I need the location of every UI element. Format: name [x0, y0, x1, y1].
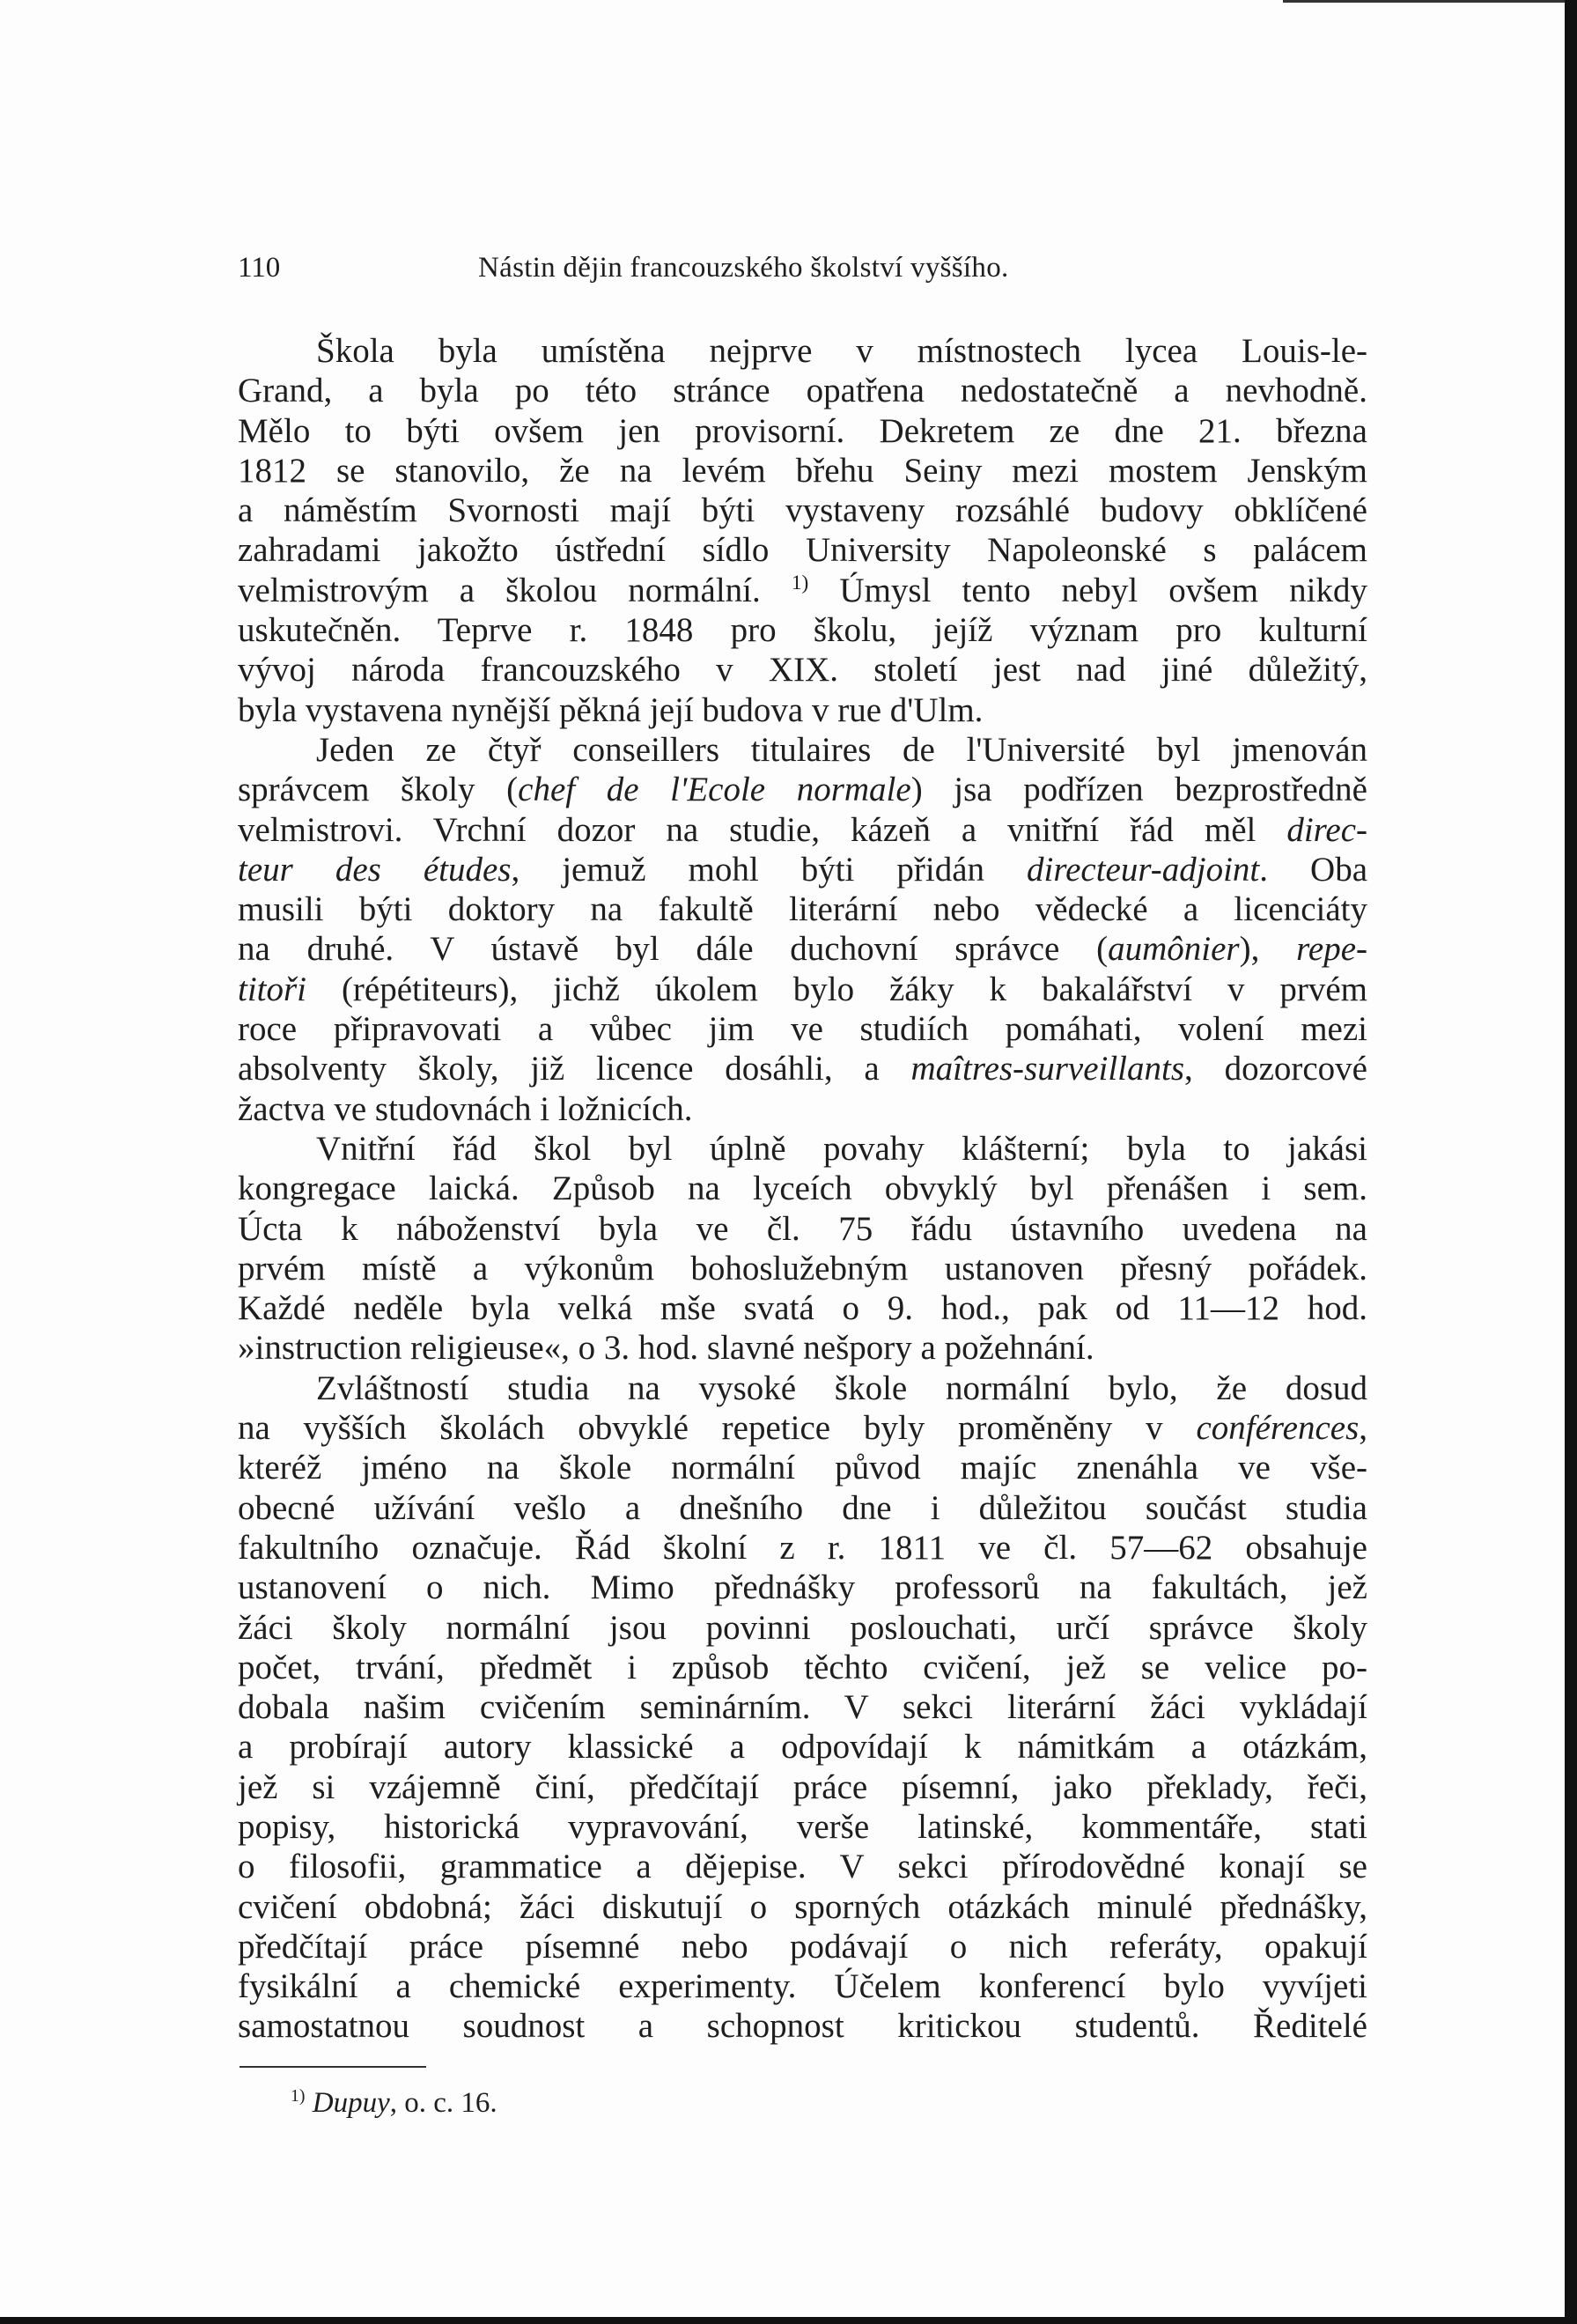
- text-line: [238, 491, 1367, 530]
- text-run: , jemuž mohl býti přidán: [511, 850, 1028, 889]
- text-run: absolventy školy, již licence dosáhli, a: [238, 1050, 911, 1088]
- paragraph: [238, 1129, 1367, 1369]
- italic-text-run: chef de l'Ecole normale: [518, 771, 911, 809]
- text-line: [238, 850, 1367, 889]
- text-run: ),: [1239, 930, 1297, 969]
- text-line: [238, 371, 1367, 410]
- text-line: [238, 690, 1367, 730]
- text-line: [238, 970, 1367, 1009]
- text-line: [238, 530, 1367, 570]
- text-run: musili býti doktory na fakultě literární nebo vědecké a licenciáty: [238, 890, 1367, 929]
- text-run: fysikální a chemické experimenty. Účelem konferencí bylo vyvíjeti: [238, 1967, 1367, 2006]
- paragraph: [238, 331, 1367, 730]
- page-header: [238, 252, 1367, 291]
- text-run: jež si vzájemně činí, předčítají práce písemní, jako překlady, řeči,: [238, 1767, 1367, 1806]
- text-run: ustanovení o nich. Mimo přednášky professorů na fakultách, jež: [238, 1568, 1367, 1607]
- text-run: velmistrovým a školou normální.: [238, 571, 792, 609]
- footnote-reference-marker: 1): [791, 571, 809, 594]
- text-run: zahradami jakožto ústřední sídlo University Napoleonské s palácem: [238, 531, 1367, 570]
- footnote-marker: 1): [291, 2086, 306, 2106]
- text-run: uskutečněn. Teprve r. 1848 pro školu, jejíž význam pro kulturní: [238, 611, 1367, 650]
- text-run: velmistrovi. Vrchní dozor na studie, kázeň a vnitřní řád měl: [238, 810, 1287, 849]
- text-run: kteréž jméno na škole normální původ majíc znenáhla ve vše-: [238, 1449, 1367, 1487]
- italic-text-run: directeur-adjoint: [1027, 850, 1260, 889]
- text-line: [238, 730, 1367, 770]
- text-line: [238, 1966, 1367, 2006]
- text-run: Úmysl tento nebyl ovšem nikdy: [808, 571, 1367, 609]
- text-line: [238, 610, 1367, 650]
- footnote: [291, 2087, 497, 2120]
- footnote-author: Dupuy: [312, 2087, 390, 2119]
- text-run: na druhé. V ústavě byl dále duchovní správce (: [238, 930, 1109, 969]
- text-run: a náměstím Svornosti mají býti vystaveny rozsáhlé budovy obklíčené: [238, 491, 1367, 530]
- text-run: prvém místě a výkonům bohoslužebným ustanoven přesný pořádek.: [238, 1249, 1367, 1287]
- text-line: [238, 1887, 1367, 1927]
- text-run: kongregace laická. Způsob na lyceích obvyklý byl přenášen i sem.: [238, 1169, 1367, 1208]
- paragraph: [238, 730, 1367, 1129]
- paragraph: [238, 1369, 1367, 2047]
- text-line: [238, 571, 1367, 610]
- scan-edge-bottom: [0, 2317, 1577, 2324]
- running-title: Nástin dějin francouzského školství vyššího.: [478, 252, 1009, 284]
- text-line: [238, 1488, 1367, 1528]
- text-line: [238, 451, 1367, 491]
- body-text: [238, 331, 1367, 2047]
- text-run: »instruction religieuse«, o 3. hod. slavné nešpory a požehnání.: [238, 1329, 1094, 1368]
- text-line: [238, 1049, 1367, 1088]
- italic-text-run: maîtres-surveillants: [910, 1050, 1185, 1088]
- text-run: obecné užívání vešlo a dnešního dne i důležitou součást studia: [238, 1488, 1367, 1527]
- text-line: [238, 1169, 1367, 1208]
- text-line: [238, 1767, 1367, 1807]
- italic-text-run: aumônier: [1108, 930, 1240, 969]
- text-line: [238, 1448, 1367, 1487]
- italic-text-run: teur des études: [238, 850, 512, 889]
- italic-text-run: repe-: [1296, 930, 1367, 969]
- text-line: [238, 1129, 1367, 1169]
- text-run: cvičení obdobná; žáci diskutují o sporných otázkách minulé přednášky,: [238, 1887, 1367, 1926]
- text-line: [238, 1608, 1367, 1648]
- text-run: o filosofii, grammatice a dějepise. V sekci přírodovědné konají se: [238, 1848, 1367, 1886]
- footnote-reference: , o. c. 16.: [389, 2087, 497, 2119]
- text-run: a probírají autory klassické a odpovídají k námitkám a otázkám,: [238, 1728, 1367, 1767]
- page-number: 110: [238, 252, 281, 284]
- text-line: [238, 1927, 1367, 1966]
- text-line: [238, 929, 1367, 969]
- text-run: správcem školy (: [238, 771, 519, 809]
- italic-text-run: conférences: [1196, 1409, 1360, 1448]
- text-run: samostatnou soudnost a schopnost kritickou studentů. Ředitelé: [238, 2007, 1367, 2046]
- text-run: Úcta k náboženství byla ve čl. 75 řádu ústavního uvedena na: [238, 1209, 1367, 1248]
- text-run: na vyšších školách obvyklé repetice byly proměněny v: [238, 1409, 1197, 1448]
- text-line: [238, 1408, 1367, 1448]
- text-run: vývoj národa francouzského v XIX. století jest nad jiné důležitý,: [238, 651, 1367, 690]
- text-run: (répétiteurs), jichž úkolem bylo žáky k bakalářství v prvém: [306, 970, 1367, 1008]
- text-run: žáci školy normální jsou povinni poslouchati, určí správce školy: [238, 1608, 1367, 1647]
- text-line: [238, 1528, 1367, 1568]
- italic-text-run: direc-: [1286, 810, 1367, 849]
- text-run: fakultního označuje. Řád školní z r. 1811 ve čl. 57—62 obsahuje: [238, 1528, 1367, 1567]
- footnote-separator: [239, 2066, 426, 2068]
- text-run: předčítají práce písemné nebo podávají o nich referáty, opakují: [238, 1927, 1367, 1966]
- text-run: Mělo to býti ovšem jen provisorní. Dekretem ze dne 21. března: [238, 411, 1367, 450]
- text-line: [238, 1328, 1367, 1368]
- text-line: [238, 2006, 1367, 2046]
- italic-text-run: titoři: [238, 970, 307, 1008]
- scan-edge-right: [1565, 0, 1577, 2324]
- text-line: [238, 331, 1367, 371]
- text-line: [238, 1249, 1367, 1288]
- text-line: [238, 1009, 1367, 1049]
- text-line: [238, 1847, 1367, 1886]
- text-line: [238, 1727, 1367, 1767]
- text-run: Grand, a byla po této stránce opatřena nedostatečně a nevhodně.: [238, 372, 1367, 410]
- text-line: [238, 889, 1367, 929]
- text-line: [238, 1648, 1367, 1687]
- text-run: , dozorcové: [1184, 1050, 1367, 1088]
- text-run: popisy, historická vypravování, verše latinské, kommentáře, stati: [238, 1807, 1367, 1846]
- text-run: Vnitřní řád škol byl úplně povahy klášterní; byla to jakási: [316, 1129, 1367, 1168]
- text-run: ,: [1359, 1409, 1367, 1448]
- text-line: [238, 1687, 1367, 1727]
- text-line: [238, 1209, 1367, 1249]
- text-line: [238, 810, 1367, 850]
- text-run: ) jsa podřízen bezprostředně: [910, 771, 1367, 809]
- text-line: [238, 650, 1367, 690]
- text-line: [238, 1807, 1367, 1847]
- scan-edge-top: [1283, 0, 1565, 3]
- text-run: počet, trvání, předmět i způsob těchto cvičení, jež se velice po-: [238, 1648, 1367, 1686]
- text-line: [238, 1288, 1367, 1328]
- text-line: [238, 1089, 1367, 1129]
- text-run: byla vystavena nynější pěkná její budova v rue d'Ulm.: [238, 690, 984, 729]
- text-run: . Oba: [1259, 850, 1367, 889]
- text-line: [238, 770, 1367, 809]
- text-run: Zvláštností studia na vysoké škole normální bylo, že dosud: [316, 1369, 1367, 1407]
- text-run: roce připravovati a vůbec jim ve studiích pomáhati, volení mezi: [238, 1010, 1367, 1049]
- text-run: Každé neděle byla velká mše svatá o 9. hod., pak od 11—12 hod.: [238, 1289, 1367, 1328]
- text-run: žactva ve studovnách i ložnicích.: [238, 1089, 693, 1128]
- text-line: [238, 1568, 1367, 1607]
- text-line: [238, 1369, 1367, 1408]
- text-run: Škola byla umístěna nejprve v místnostech lycea Louis-le-: [316, 332, 1367, 370]
- text-run: Jeden ze čtyř conseillers titulaires de l'Université byl jmenován: [316, 730, 1367, 769]
- text-run: 1812 se stanovilo, že na levém břehu Seiny mezi mostem Jenským: [238, 451, 1367, 490]
- text-line: [238, 411, 1367, 451]
- text-run: dobala našim cvičením seminárním. V sekci literární žáci vykládají: [238, 1688, 1367, 1727]
